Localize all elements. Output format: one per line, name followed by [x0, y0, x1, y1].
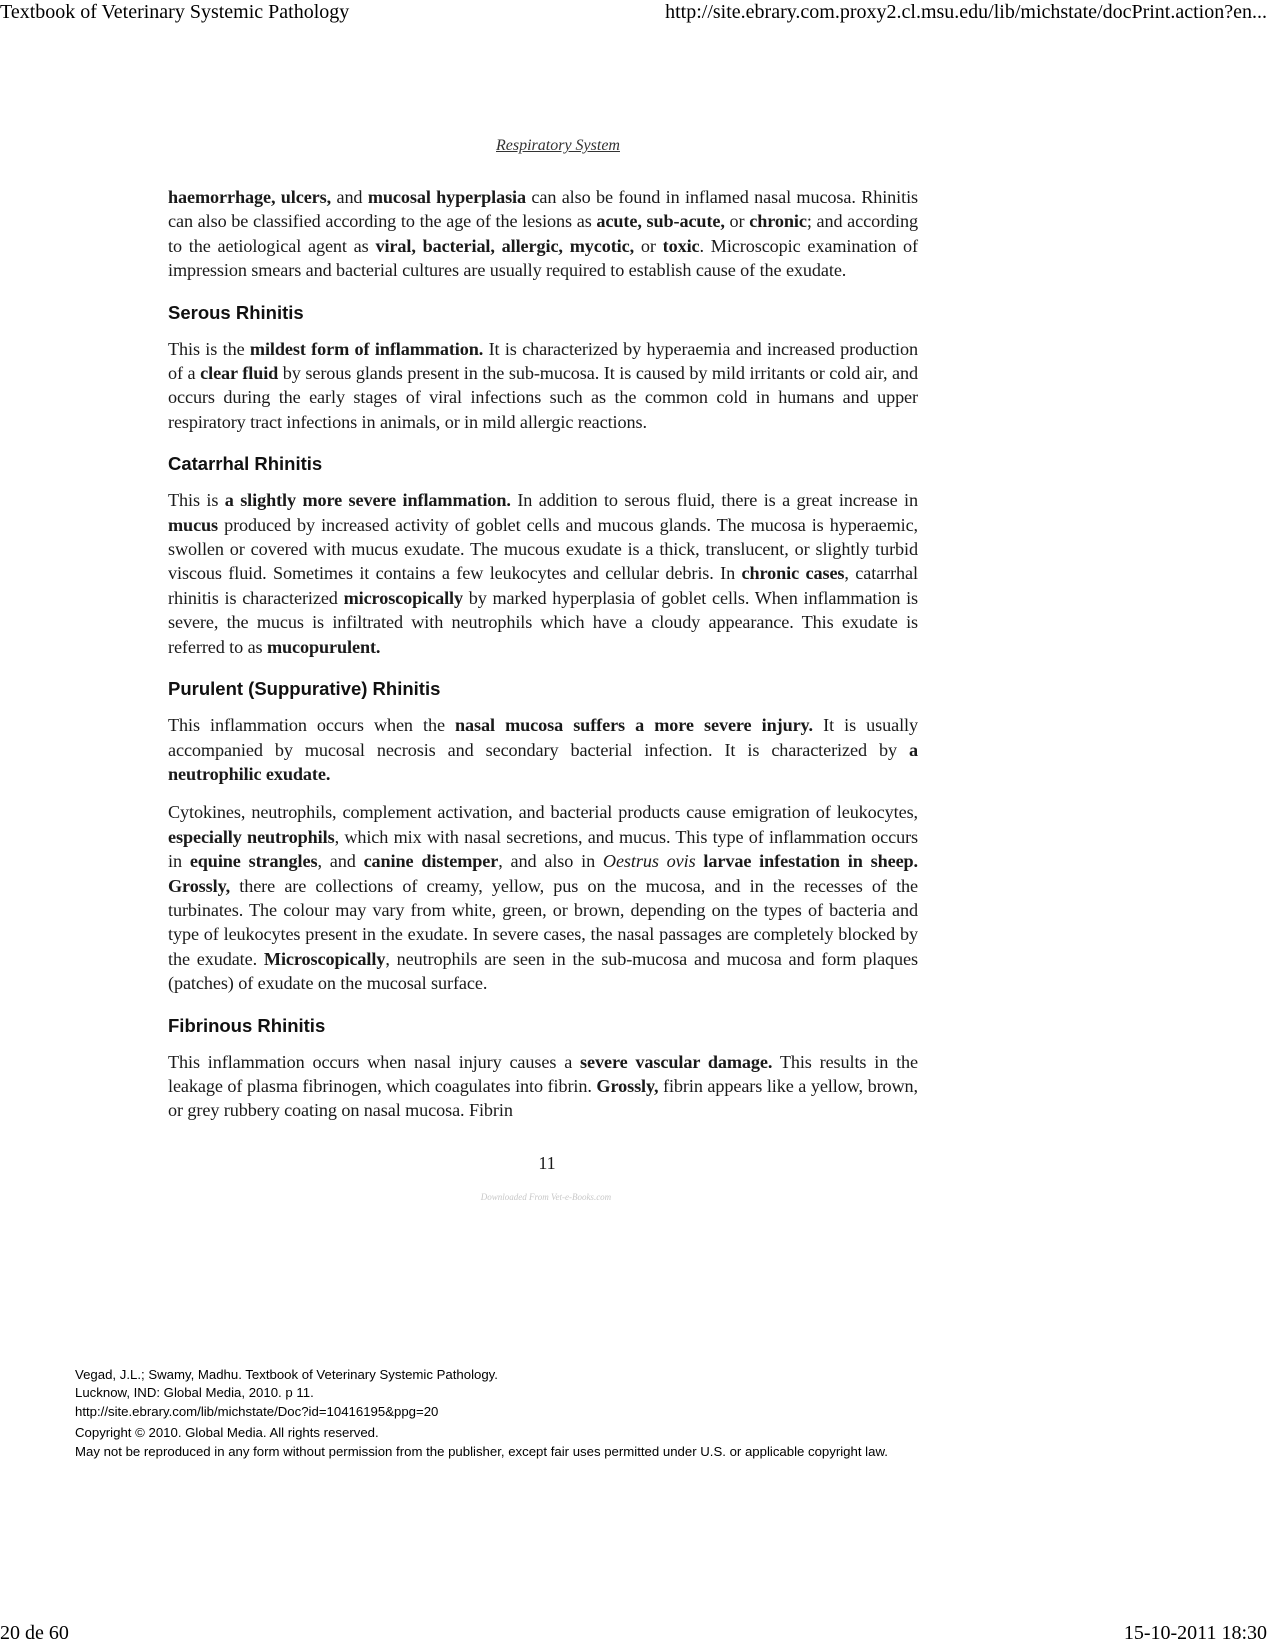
- print-footer-datetime: 15-10-2011 18:30: [1123, 1622, 1267, 1644]
- running-head: Respiratory System: [496, 137, 620, 154]
- purulent-paragraph-1: This inflammation occurs when the nasal mucosa suffers a more severe injury. It is usually accompanied by mucosal necrosis and secondary bacterial infection. It is characterized by a neutrophilic exudate.: [168, 715, 918, 784]
- serous-paragraph: This is the mildest form of inflammation. It is characterized by hyperaemia and increased production of a clear fluid by serous glands present in the sub-mucosa. It is caused by mild irritants or cold air, and occurs during the early stages of viral infections such as the common cold in humans and upper respiratory tract infections in animals, or in mild allergic reactions.: [168, 338, 918, 432]
- purulent-paragraph-2: Cytokines, neutrophils, complement activation, and bacterial products cause emigration of leukocytes, especially neutrophils, which mix with nasal secretions, and mucus. This type of inflammation occurs in equine strangles, and canine distemper, and also in Oestrus ovis larvae infestation in sheep. Grossly, there are collections of creamy, yellow, pus on the mucosa, and in the recesses of the turbinates. The colour may vary from white, green, or brown, depending on the types of bacteria and type of leukocytes present in the exudate. In severe cases, the nasal passages are completely blocked by the exudate. Microscopically, neutrophils are seen in the sub-mucosa and mucosa and form plaques (patches) of exudate on the mucosal surface.: [168, 802, 919, 994]
- citation-line: Lucknow, IND: Global Media, 2010. p 11.: [75, 1385, 314, 1401]
- book-page: [168, 137, 918, 1202]
- copyright-notice: May not be reproduced in any form without permission from the publisher, except fair uses permitted under U.S. or applicable copyright law.: [75, 1443, 888, 1459]
- watermark: Downloaded From Vet-e-Books.com: [480, 1191, 612, 1202]
- copyright-line: Copyright © 2010. Global Media. All rights reserved.: [75, 1425, 379, 1441]
- print-header-title: Textbook of Veterinary Systemic Pathology: [0, 1, 350, 23]
- citation-block: [75, 1366, 888, 1461]
- heading-purulent-rhinitis: Purulent (Suppurative) Rhinitis: [168, 678, 441, 700]
- print-footer-page-count: 20 de 60: [0, 1622, 69, 1644]
- catarrhal-paragraph: This is a slightly more severe inflammation. In addition to serous fluid, there is a great increase in mucus produced by increased activity of goblet cells and mucous glands. The mucosa is hyperaemic, swollen or covered with mucus exudate. The mucous exudate is a thick, translucent, or slightly turbid viscous fluid. Sometimes it contains a few leukocytes and cellular debris. In chronic cases, catarrhal rhinitis is characterized microscopically by marked hyperplasia of goblet cells. When inflammation is severe, the mucus is infiltrated with neutrophils which have a cloudy appearance. This exudate is referred to as mucopurulent.: [168, 490, 919, 657]
- fibrinous-paragraph: This inflammation occurs when nasal injury causes a severe vascular damage. This results in the leakage of plasma fibrinogen, which coagulates into fibrin. Grossly, fibrin appears like a yellow, brown, or grey rubbery coating on nasal mucosa. Fibrin: [168, 1051, 918, 1121]
- page-number: 11: [538, 1152, 556, 1173]
- heading-catarrhal-rhinitis: Catarrhal Rhinitis: [168, 453, 323, 475]
- print-header-url: http://site.ebrary.com.proxy2.cl.msu.edu/lib/michstate/docPrint.action?en...: [665, 1, 1267, 23]
- citation-link[interactable]: http://site.ebrary.com/lib/michstate/Doc?id=10416195&ppg=20: [75, 1403, 439, 1419]
- heading-serous-rhinitis: Serous Rhinitis: [168, 301, 304, 323]
- intro-paragraph: haemorrhage, ulcers, and mucosal hyperplasia can also be found in inflamed nasal mucosa. Rhinitis can also be classified according to the age of the lesions as acute, sub-acute, or chronic; and according to the aetiological agent as viral, bacterial, allergic, mycotic, or toxic. Microscopic examination of impression smears and bacterial cultures are usually required to establish cause of the exudate.: [168, 187, 919, 281]
- heading-fibrinous-rhinitis: Fibrinous Rhinitis: [168, 1014, 326, 1036]
- citation-line: Vegad, J.L.; Swamy, Madhu. Textbook of Veterinary Systemic Pathology.: [75, 1367, 498, 1382]
